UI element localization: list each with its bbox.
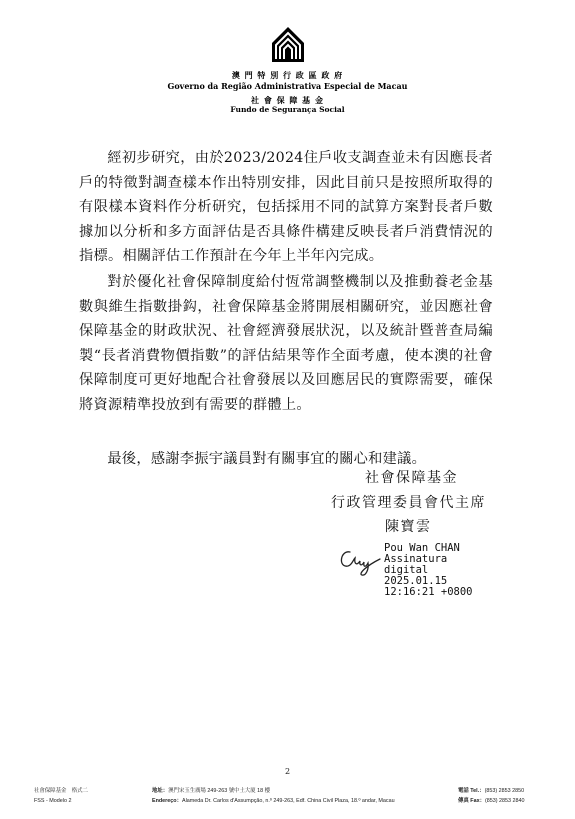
paragraph-3: 最後，感謝李振宇議員對有關事宜的關心和建議。 bbox=[107, 451, 427, 467]
digital-signature-time: 12:16:21 +0800 bbox=[384, 586, 473, 598]
signature-name: 陳寶雲 bbox=[385, 519, 432, 535]
handwritten-signature bbox=[336, 544, 382, 578]
government-emblem-logo bbox=[271, 26, 305, 62]
fax-value: (853) 2853 2840 bbox=[484, 798, 525, 804]
address-label: 地址： bbox=[152, 788, 169, 794]
form-code-zh: 社會保障基金 格式二 bbox=[34, 788, 88, 794]
digital-signature-label1: Assinatura bbox=[384, 553, 448, 565]
digital-signature-label2: digital bbox=[384, 564, 429, 576]
address-zh: 澳門宋玉生廣場 249-263 號中土大廈 18 樓 bbox=[168, 788, 271, 794]
address-label-pt: Endereço： bbox=[152, 798, 182, 804]
footer-contact bbox=[458, 786, 525, 806]
digital-signature-block bbox=[384, 543, 473, 598]
digital-signature-date: 2025.01.15 bbox=[384, 575, 448, 587]
digital-signature-signer: Pou Wan CHAN bbox=[384, 542, 460, 554]
signature-title: 行政管理委員會代主席 bbox=[331, 495, 486, 511]
fund-name-zh: 社 會 保 障 基 金 bbox=[251, 95, 324, 105]
page-number: 2 bbox=[284, 767, 291, 776]
government-name-zh: 澳 門 特 別 行 政 區 政 府 bbox=[231, 70, 344, 80]
tel-value: (853) 2853 2850 bbox=[484, 788, 525, 794]
footer-form-code bbox=[34, 786, 88, 806]
fund-name-pt: Fundo de Segurança Social bbox=[230, 105, 345, 114]
paragraph-2: 對於優化社會保障制度給付恆常調整機制以及推動養老金基數與維生指數掛鈎，社會保障基金將開展相關研究，並因應社會保障基金的財政狀況、社會經濟發展狀況，以及統計暨普查局編製“長者消費物價指數”的評估結果等作全面考慮，使本澳的社會保障制度可更好地配合社會發展以及回應居民的實際需要，確保將資源精準投放到有需要的群體上。 bbox=[79, 274, 493, 413]
tel-label: 電話 Tel.： bbox=[458, 788, 485, 794]
government-name-pt: Governo da Região Administrativa Especial de Macau bbox=[167, 81, 408, 91]
paragraph-1: 經初步研究，由於2023/2024住戶收支調查並未有因應長者戶的特徵對調查樣本作出特別安排，因此目前只是按照所取得的有限樣本資料作分析研究，包括採用不同的試算方案對長者戶數據加以分析和多方面評估是否具條件構建反映長者戶消費情況的指標。相關評估工作預計在今年上半年內完成。 bbox=[79, 150, 493, 264]
address-pt: Alameda Dr. Carlos d'Assumpção, n.º 249-263, Edf. China Civil Plaza, 18.º andar, Macau bbox=[181, 798, 395, 804]
form-code-pt: FSS - Modelo 2 bbox=[34, 798, 72, 804]
fax-label: 傳真 Fax： bbox=[458, 798, 485, 804]
footer-address bbox=[152, 786, 395, 806]
signature-organization: 社會保障基金 bbox=[365, 470, 458, 486]
